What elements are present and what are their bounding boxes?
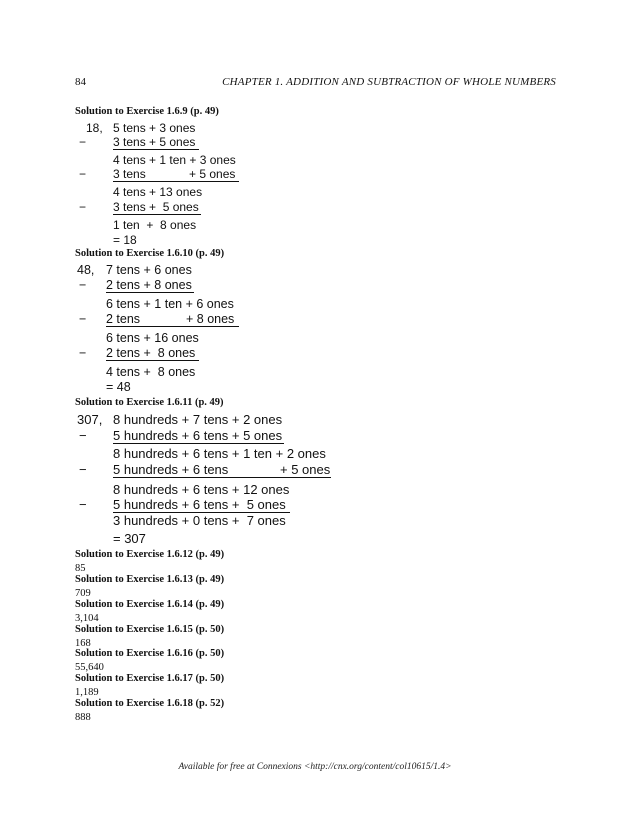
step-part: 2 tens bbox=[106, 312, 141, 326]
step-part: 3 tens bbox=[113, 167, 146, 181]
step-line-underlined bbox=[113, 167, 239, 182]
minus-sign: − bbox=[79, 497, 87, 512]
result-line: = 18 bbox=[113, 233, 137, 247]
minus-sign: − bbox=[79, 167, 87, 181]
step-line: 3 hundreds + 0 tens + 7 ones bbox=[113, 513, 286, 528]
answer-value: 709 bbox=[75, 588, 91, 599]
problem-number: 18, bbox=[86, 121, 103, 135]
step-line: 4 tens + 8 ones bbox=[106, 365, 196, 379]
problem-number: 307, bbox=[77, 412, 103, 427]
step-line: 8 hundreds + 7 tens + 2 ones bbox=[113, 412, 283, 427]
step-part: + 8 ones bbox=[186, 312, 235, 326]
step-line: 7 tens + 6 ones bbox=[106, 263, 192, 277]
solution-heading: Solution to Exercise 1.6.13 (p. 49) bbox=[75, 574, 225, 585]
step-line-underlined bbox=[106, 312, 239, 327]
result-line: = 307 bbox=[113, 531, 146, 546]
step-part: + 5 ones bbox=[189, 167, 236, 181]
minus-sign: − bbox=[79, 462, 87, 477]
solution-heading: Solution to Exercise 1.6.9 (p. 49) bbox=[75, 106, 219, 117]
solution-heading: Solution to Exercise 1.6.18 (p. 52) bbox=[75, 698, 225, 709]
answer-value: 3,104 bbox=[75, 613, 99, 624]
page-number: 84 bbox=[75, 76, 86, 88]
step-part: 5 hundreds + 6 tens bbox=[113, 462, 229, 477]
step-line: 2 tens + 8 ones bbox=[106, 278, 194, 293]
minus-sign: − bbox=[79, 135, 87, 149]
minus-sign: − bbox=[79, 428, 87, 443]
chapter-title: CHAPTER 1. ADDITION AND SUBTRACTION OF WHOLE NUMBERS bbox=[222, 76, 556, 88]
minus-sign: − bbox=[79, 346, 87, 360]
minus-sign: − bbox=[79, 200, 87, 214]
solution-heading: Solution to Exercise 1.6.17 (p. 50) bbox=[75, 673, 225, 684]
solution-heading: Solution to Exercise 1.6.12 (p. 49) bbox=[75, 549, 225, 560]
step-line: 3 tens + 5 ones bbox=[113, 200, 201, 215]
minus-sign: − bbox=[79, 312, 87, 326]
step-line: 5 hundreds + 6 tens + 5 ones bbox=[113, 497, 290, 513]
solution-heading: Solution to Exercise 1.6.11 (p. 49) bbox=[75, 397, 224, 408]
footer-note: Available for free at Connexions <http://cnx.org/content/col10615/1.4> bbox=[178, 762, 452, 772]
step-line: 4 tens + 13 ones bbox=[113, 185, 203, 199]
step-line: 8 hundreds + 6 tens + 1 ten + 2 ones bbox=[113, 446, 326, 461]
solution-heading: Solution to Exercise 1.6.16 (p. 50) bbox=[75, 648, 225, 659]
step-line: 3 tens + 5 ones bbox=[113, 135, 199, 150]
minus-sign: − bbox=[79, 278, 87, 292]
answer-value: 168 bbox=[75, 638, 91, 649]
step-line: 6 tens + 1 ten + 6 ones bbox=[106, 297, 234, 311]
answer-value: 1,189 bbox=[75, 687, 99, 698]
solution-heading: Solution to Exercise 1.6.14 (p. 49) bbox=[75, 599, 225, 610]
step-line-underlined bbox=[113, 462, 331, 478]
problem-number: 48, bbox=[77, 263, 95, 277]
step-line: 5 tens + 3 ones bbox=[113, 121, 196, 135]
step-line: 8 hundreds + 6 tens + 12 ones bbox=[113, 482, 290, 497]
step-line: 4 tens + 1 ten + 3 ones bbox=[113, 153, 236, 167]
solution-heading: Solution to Exercise 1.6.10 (p. 49) bbox=[75, 248, 225, 259]
step-part: + 5 ones bbox=[280, 462, 331, 477]
answer-value: 55,640 bbox=[75, 662, 104, 673]
step-line: 1 ten + 8 ones bbox=[113, 218, 197, 232]
step-line: 2 tens + 8 ones bbox=[106, 346, 199, 361]
result-line: = 48 bbox=[106, 380, 131, 394]
solution-heading: Solution to Exercise 1.6.15 (p. 50) bbox=[75, 624, 225, 635]
answer-value: 888 bbox=[75, 712, 91, 723]
step-line: 6 tens + 16 ones bbox=[106, 331, 199, 345]
step-line: 5 hundreds + 6 tens + 5 ones bbox=[113, 428, 283, 443]
answer-value: 85 bbox=[75, 563, 86, 574]
